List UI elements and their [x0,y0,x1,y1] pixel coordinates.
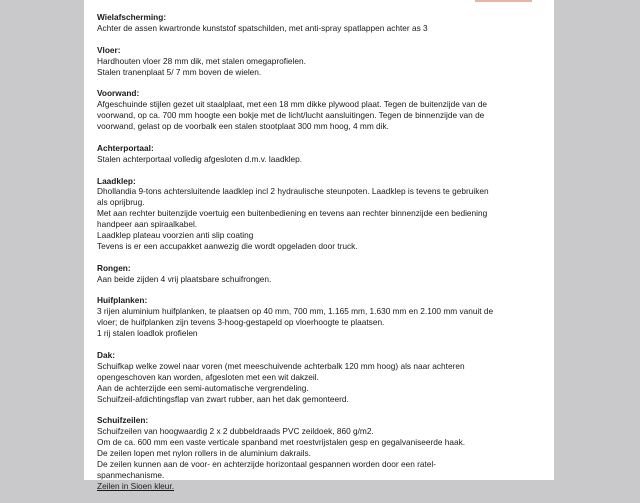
section-line: voorwand, op ca. 700 mm hoogte een bokje met de licht/lucht aansluitingen. Tegen de binnenzijde van de [97,110,485,121]
section-voorwand [97,88,547,132]
section-heading: Schuifzeilen: [97,415,149,426]
section-line: Schuifzeil-afdichtingsflap van zwart rubber, aan het dak gemonteerd. [97,393,349,404]
section-line: Laadklep plateau voorzien anti slip coating [97,230,254,241]
section-line: als oprijbrug. [97,197,145,208]
document-page [84,0,554,491]
section-line: 1 rij stalen loadlok profielen [97,328,198,339]
section-line: opengeschoven kan worden, afgesloten met een wit dakzeil. [97,371,319,382]
section-line: Aan de achterzijde een semi-automatische vergrendeling. [97,382,309,393]
section-huifplanken [97,295,547,339]
section-rongen [97,263,547,285]
section-line-underlined: Zeilen in Sioen kleur. [97,480,175,491]
section-heading: Huifplanken: [97,295,148,306]
section-line: Aan beide zijden 4 vrij plaatsbare schuifrongen. [97,273,272,284]
section-heading: Rongen: [97,262,131,273]
section-schuifzeilen [97,415,547,491]
section-line: Schuifkap welke zowel naar voren (met meeschuivende achterbalk 120 mm hoog) als naar achteren [97,360,465,371]
section-laadklep [97,176,547,252]
accent-bar [475,0,532,2]
section-line: Dhollandia 9-tons achtersluitende laadklep incl 2 hydraulische steunpoten. Laadklep is tevens te gebruiken [97,186,489,197]
section-achterportaal [97,143,547,165]
section-heading: Voorwand: [97,88,140,99]
section-line: Afgeschuinde stijlen gezet uit staalplaat, met een 18 mm dikke plywood plaat. Tegen de buitenzijde van de [97,99,488,110]
section-heading: Dak: [97,349,115,360]
section-line: Stalen achterportaal volledig afgesloten d.m.v. laadklep. [97,153,303,164]
section-line: Tevens is er een accupakket aanwezig die wordt opgeladen door truck. [97,240,358,251]
section-line: Met aan rechter buitenzijde voertuig een buitenbediening en tevens aan rechter binnenzijde een bediening [97,208,488,219]
section-line: voorwand, gelast op de voorbalk een stalen stootplaat 300 mm hoog, 4 mm dik. [97,121,389,132]
section-heading: Laadklep: [97,175,136,186]
section-heading: Vloer: [97,44,121,55]
section-line: Schuifzeilen van hoogwaardig 2 x 2 dubbeldraads PVC zeildoek, 860 g/m2. [97,426,374,437]
section-line: Stalen tranenplaat 5/ 7 mm boven de wielen. [97,66,262,77]
section-line: Achter de assen kwartronde kunststof spatschilden, met anti-spray spatlappen achter as 3 [97,22,428,33]
section-heading: Achterportaal: [97,142,154,153]
section-line: 3 rijen aluminium huifplanken, te plaatsen op 40 mm, 700 mm, 1.165 mm, 1.630 mm en 2.100 mm vanuit de [97,306,494,317]
section-line: De zeilen lopen met nylon rollers in de aluminium dakrails. [97,448,311,459]
section-line: Hardhouten vloer 28 mm dik, met stalen omegaprofielen. [97,55,306,66]
section-line: Om de ca. 600 mm een vaste verticale spanband met roestvrijstalen gesp en gegalvaniseerde haak. [97,437,466,448]
section-line: vloer; de huifplanken zijn tevens 3-hoog-gestapeld op vloerhoogte te plaatsen. [97,317,385,328]
section-vloer [97,45,547,78]
section-dak [97,350,547,405]
section-line: handpeer aan spiraalkabel. [97,219,198,230]
section-wielafscherming [97,12,547,34]
section-heading: Wielafscherming: [97,12,167,22]
section-line: De zeilen kunnen aan de voor- en achterzijde horizontaal gespannen worden door een ratel- [97,459,437,470]
section-line: spanmechanisme. [97,469,165,480]
document-body [97,12,547,503]
